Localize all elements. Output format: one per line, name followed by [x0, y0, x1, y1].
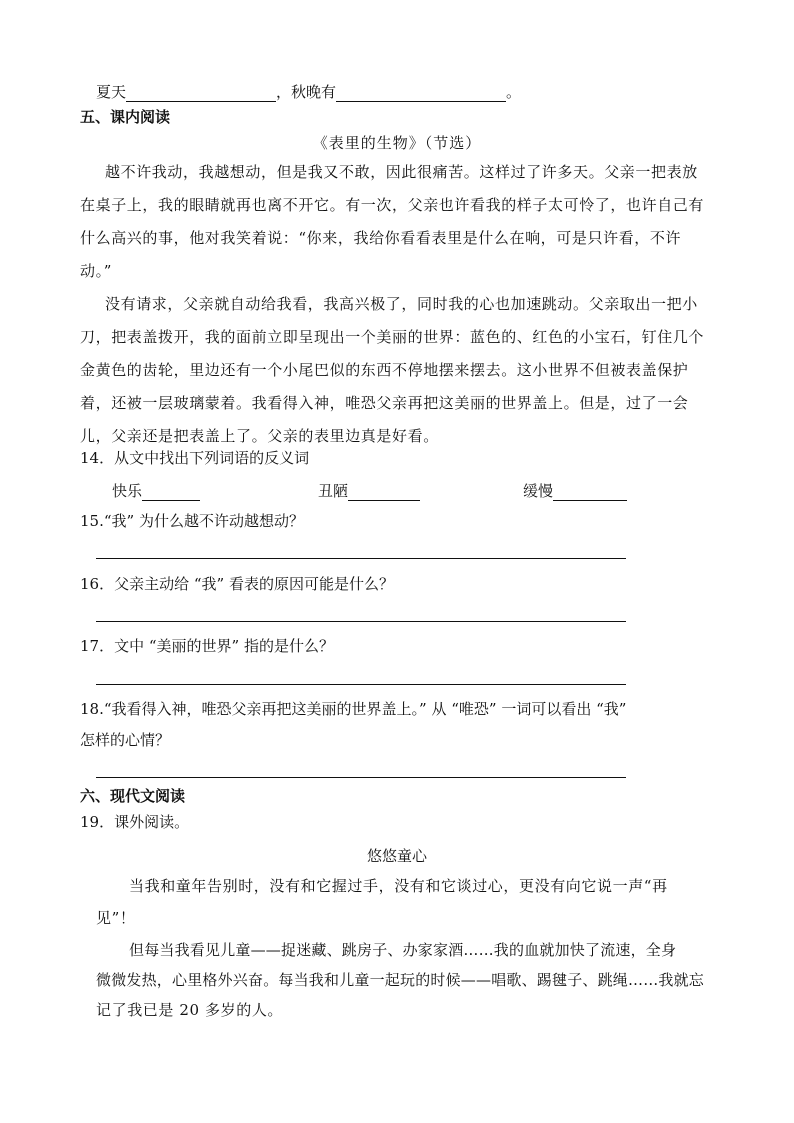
summer-label: 夏天	[96, 83, 127, 101]
question-14: 14．从文中找出下列词语的反义词	[80, 449, 310, 467]
antonym-word-1: 快乐	[112, 482, 143, 500]
question-17: 17．文中 “美丽的世界” 指的是什么？	[80, 637, 334, 655]
passage-paragraph-2	[80, 288, 720, 453]
antonym-word-3: 缓慢	[523, 482, 554, 500]
antonym-item-3	[523, 481, 627, 501]
question-19: 19．课外阅读。	[80, 813, 190, 831]
period-mark: 。	[506, 83, 522, 101]
para1-line-1: 越不许我动，我越想动，但是我又不敢，因此很痛苦。这样过了许多天。父亲一把表放	[105, 163, 698, 181]
antonym-blank-1[interactable]	[142, 484, 200, 501]
question-16: 16．父亲主动给 “我” 看表的原因可能是什么？	[80, 575, 394, 593]
question-18-line-1: 18.“我看得入神，唯恐父亲再把这美丽的世界盖上。” 从 “唯恐” 一词可以看出 “我”	[80, 700, 627, 718]
summer-autumn-fill-line	[96, 82, 521, 102]
reading-para2-line1: 但每当我看见儿童——捉迷藏、跳房子、办家家酒……我的血就加快了流速，全身	[129, 941, 677, 959]
section-6-heading: 六、现代文阅读	[80, 787, 186, 805]
antonym-blank-3[interactable]	[553, 484, 627, 501]
answer-line-16[interactable]	[96, 621, 626, 622]
reading-para1-line1: 当我和童年告别时，没有和它握过手，没有和它谈过心，更没有向它说一声“再	[129, 877, 668, 895]
antonym-blank-2[interactable]	[348, 484, 420, 501]
para2-line-2: 刀，把表盖拨开，我的面前立即呈现出一个美丽的世界：蓝色的、红色的小宝石，钉住几个	[80, 328, 705, 346]
autumn-blank[interactable]	[336, 85, 506, 102]
para2-line-5: 儿，父亲还是把表盖上了。父亲的表里边真是好看。	[80, 427, 439, 445]
antonym-word-2: 丑陋	[318, 482, 349, 500]
para2-line-1: 没有请求，父亲就自动给我看，我高兴极了，同时我的心也加速跳动。父亲取出一把小	[105, 295, 698, 313]
para1-line-3: 什么高兴的事，他对我笑着说：“你来，我给你看看表里是什么在响，可是只许看，不许	[80, 229, 682, 247]
antonym-item-2	[318, 481, 420, 501]
antonym-item-1	[112, 481, 200, 501]
reading-para1-line2: 见”！	[96, 909, 136, 927]
reading-para2-line3: 记了我已是 20 多岁的人。	[96, 1001, 284, 1019]
para2-line-4: 着，还被一层玻璃蒙着。我看得入神，唯恐父亲再把这美丽的世界盖上。但是，过了一会	[80, 394, 689, 412]
passage-title: 《表里的生物》（节选）	[312, 134, 482, 152]
summer-blank[interactable]	[126, 85, 276, 102]
question-15: 15.“我” 为什么越不许动越想动？	[80, 512, 304, 530]
answer-line-18[interactable]	[96, 777, 626, 778]
answer-line-15[interactable]	[96, 558, 626, 559]
reading-para2-line2: 微微发热，心里格外兴奋。每当我和儿童一起玩的时候——唱歌、踢毽子、跳绳……我就忘	[96, 971, 705, 989]
answer-line-17[interactable]	[96, 684, 626, 685]
question-18-line-2: 怎样的心情？	[80, 731, 171, 749]
passage-paragraph-1	[80, 156, 720, 288]
section-5-heading: 五、课内阅读	[80, 108, 171, 126]
reading-title: 悠悠童心	[366, 847, 427, 865]
para2-line-3: 金黄色的齿轮，里边还有一个小尾巴似的东西不停地摆来摆去。这小世界不但被表盖保护	[80, 361, 689, 379]
para1-line-2: 在桌子上，我的眼睛就再也离不开它。有一次，父亲也许看我的样子太可怜了，也许自己有	[80, 196, 705, 214]
para1-line-4: 动。”	[80, 262, 112, 280]
autumn-label: ，秋晚有	[276, 83, 337, 101]
